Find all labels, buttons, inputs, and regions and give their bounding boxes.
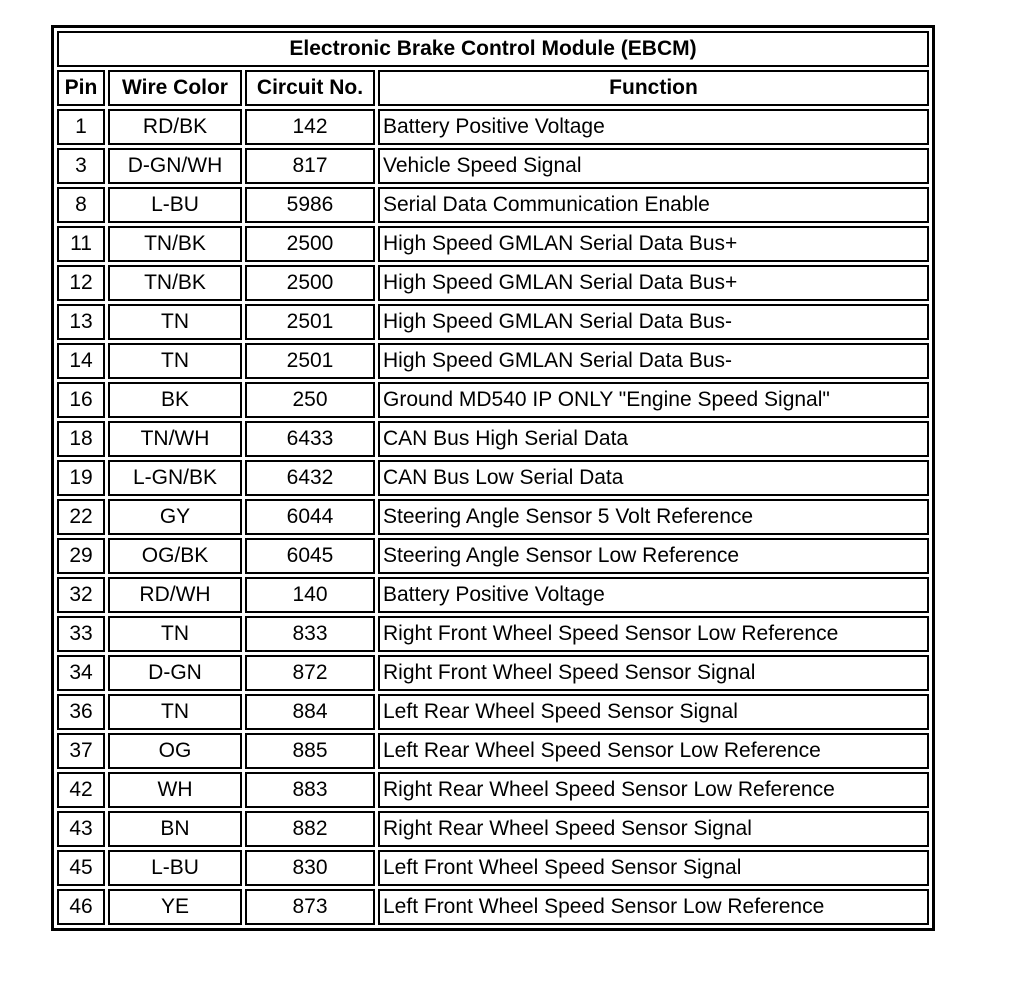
wire-color-cell: TN/WH <box>108 421 242 457</box>
circuit-no-cell: 250 <box>245 382 375 418</box>
column-header-circuit-no: Circuit No. <box>245 70 375 106</box>
pin-cell: 14 <box>57 343 105 379</box>
function-cell: Serial Data Communication Enable <box>378 187 929 223</box>
pin-cell: 36 <box>57 694 105 730</box>
circuit-no-cell: 830 <box>245 850 375 886</box>
wire-color-cell: RD/WH <box>108 577 242 613</box>
circuit-no-cell: 883 <box>245 772 375 808</box>
pin-cell: 42 <box>57 772 105 808</box>
circuit-no-cell: 833 <box>245 616 375 652</box>
pin-cell: 46 <box>57 889 105 925</box>
circuit-no-cell: 817 <box>245 148 375 184</box>
circuit-no-cell: 6045 <box>245 538 375 574</box>
table-body <box>57 109 929 925</box>
wire-color-cell: TN <box>108 343 242 379</box>
table-row <box>57 772 929 808</box>
circuit-no-cell: 885 <box>245 733 375 769</box>
table-row <box>57 655 929 691</box>
circuit-no-cell: 142 <box>245 109 375 145</box>
table-row <box>57 538 929 574</box>
circuit-no-cell: 873 <box>245 889 375 925</box>
circuit-no-cell: 6432 <box>245 460 375 496</box>
function-cell: Left Rear Wheel Speed Sensor Signal <box>378 694 929 730</box>
function-cell: Right Front Wheel Speed Sensor Signal <box>378 655 929 691</box>
circuit-no-cell: 872 <box>245 655 375 691</box>
function-cell: Battery Positive Voltage <box>378 109 929 145</box>
table-row <box>57 265 929 301</box>
table-row <box>57 187 929 223</box>
wire-color-cell: D-GN <box>108 655 242 691</box>
table-row <box>57 421 929 457</box>
table-head <box>57 31 929 106</box>
circuit-no-cell: 2501 <box>245 343 375 379</box>
table-row <box>57 577 929 613</box>
function-cell: Right Rear Wheel Speed Sensor Signal <box>378 811 929 847</box>
pin-cell: 8 <box>57 187 105 223</box>
wire-color-cell: BK <box>108 382 242 418</box>
pin-cell: 37 <box>57 733 105 769</box>
function-cell: CAN Bus Low Serial Data <box>378 460 929 496</box>
function-cell: High Speed GMLAN Serial Data Bus- <box>378 343 929 379</box>
pin-cell: 11 <box>57 226 105 262</box>
table-row <box>57 616 929 652</box>
pin-cell: 22 <box>57 499 105 535</box>
pin-cell: 1 <box>57 109 105 145</box>
circuit-no-cell: 884 <box>245 694 375 730</box>
wire-color-cell: TN/BK <box>108 226 242 262</box>
column-header-wire-color: Wire Color <box>108 70 242 106</box>
wire-color-cell: D-GN/WH <box>108 148 242 184</box>
table-row <box>57 148 929 184</box>
pin-cell: 12 <box>57 265 105 301</box>
wire-color-cell: L-GN/BK <box>108 460 242 496</box>
function-cell: Steering Angle Sensor 5 Volt Reference <box>378 499 929 535</box>
circuit-no-cell: 6433 <box>245 421 375 457</box>
wire-color-cell: OG/BK <box>108 538 242 574</box>
table-row <box>57 499 929 535</box>
wire-color-cell: TN <box>108 304 242 340</box>
table-row <box>57 694 929 730</box>
circuit-no-cell: 882 <box>245 811 375 847</box>
pin-cell: 33 <box>57 616 105 652</box>
pin-cell: 32 <box>57 577 105 613</box>
table-row <box>57 304 929 340</box>
table-row <box>57 460 929 496</box>
table-row <box>57 343 929 379</box>
wire-color-cell: TN/BK <box>108 265 242 301</box>
circuit-no-cell: 2500 <box>245 226 375 262</box>
function-cell: Ground MD540 IP ONLY "Engine Speed Signal" <box>378 382 929 418</box>
table-row <box>57 889 929 925</box>
wire-color-cell: TN <box>108 616 242 652</box>
table-header-row <box>57 70 929 106</box>
pin-cell: 34 <box>57 655 105 691</box>
table-row <box>57 733 929 769</box>
circuit-no-cell: 140 <box>245 577 375 613</box>
wire-color-cell: GY <box>108 499 242 535</box>
wire-color-cell: L-BU <box>108 187 242 223</box>
wire-color-cell: OG <box>108 733 242 769</box>
ebcm-pinout-table <box>51 25 935 931</box>
column-header-function: Function <box>378 70 929 106</box>
pin-cell: 18 <box>57 421 105 457</box>
function-cell: Vehicle Speed Signal <box>378 148 929 184</box>
pin-cell: 3 <box>57 148 105 184</box>
table-row <box>57 850 929 886</box>
wire-color-cell: TN <box>108 694 242 730</box>
wire-color-cell: WH <box>108 772 242 808</box>
function-cell: Right Front Wheel Speed Sensor Low Reference <box>378 616 929 652</box>
circuit-no-cell: 2501 <box>245 304 375 340</box>
circuit-no-cell: 2500 <box>245 265 375 301</box>
function-cell: High Speed GMLAN Serial Data Bus+ <box>378 226 929 262</box>
function-cell: High Speed GMLAN Serial Data Bus- <box>378 304 929 340</box>
pin-cell: 16 <box>57 382 105 418</box>
pin-cell: 45 <box>57 850 105 886</box>
table-row <box>57 109 929 145</box>
pin-cell: 13 <box>57 304 105 340</box>
function-cell: High Speed GMLAN Serial Data Bus+ <box>378 265 929 301</box>
pin-cell: 29 <box>57 538 105 574</box>
pin-cell: 43 <box>57 811 105 847</box>
pin-cell: 19 <box>57 460 105 496</box>
wire-color-cell: YE <box>108 889 242 925</box>
function-cell: Right Rear Wheel Speed Sensor Low Reference <box>378 772 929 808</box>
function-cell: Left Front Wheel Speed Sensor Low Reference <box>378 889 929 925</box>
table-row <box>57 382 929 418</box>
wire-color-cell: RD/BK <box>108 109 242 145</box>
function-cell: Left Front Wheel Speed Sensor Signal <box>378 850 929 886</box>
table-title: Electronic Brake Control Module (EBCM) <box>57 31 929 67</box>
table-row <box>57 811 929 847</box>
wire-color-cell: BN <box>108 811 242 847</box>
function-cell: Battery Positive Voltage <box>378 577 929 613</box>
table-title-row <box>57 31 929 67</box>
wire-color-cell: L-BU <box>108 850 242 886</box>
circuit-no-cell: 6044 <box>245 499 375 535</box>
column-header-pin: Pin <box>57 70 105 106</box>
function-cell: Left Rear Wheel Speed Sensor Low Reference <box>378 733 929 769</box>
function-cell: CAN Bus High Serial Data <box>378 421 929 457</box>
function-cell: Steering Angle Sensor Low Reference <box>378 538 929 574</box>
table-row <box>57 226 929 262</box>
circuit-no-cell: 5986 <box>245 187 375 223</box>
